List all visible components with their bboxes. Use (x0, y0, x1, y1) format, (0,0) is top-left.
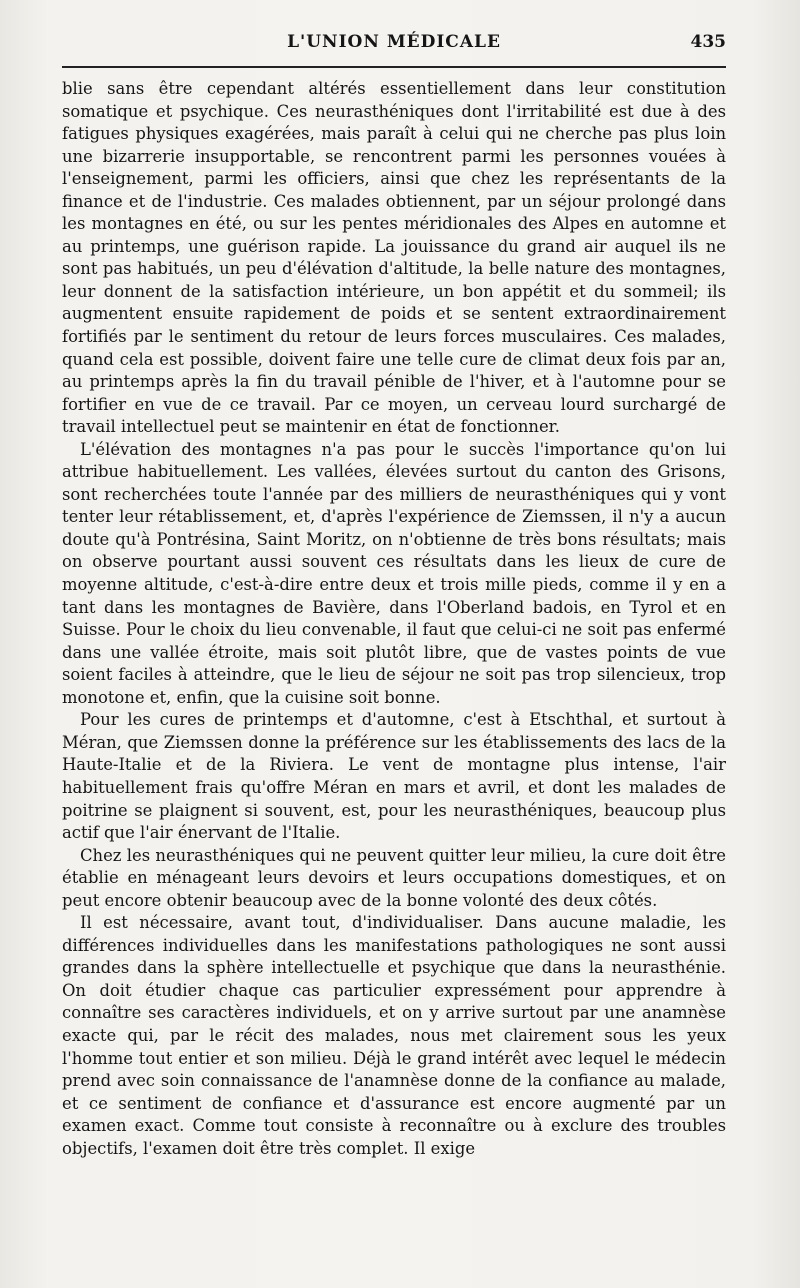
page-number: 435 (690, 32, 726, 52)
paragraph-seasonal-cures: Pour les cures de printemps et d'automne, c'est à Etschthal, et surtout à Méran, que Ziemssen donne la préférence sur les établissements des lacs de la Haute-Italie et de la Riviera. Le vent de montagne plus intense, l'air habituellement frais qu'offre Méran en mars et avril, et dont les malades de poitrine se plaignent si souvent, est, pour les neurasthéniques, beaucoup plus actif que l'air énervant de l'Italie. (62, 710, 726, 843)
paragraph-altitude: L'élévation des montagnes n'a pas pour le succès l'importance qu'on lui attribue habituellement. Les vallées, élevées surtout du canton des Grisons, sont recherchées toute l'année par des milliers de neurasthéniques qui y vont tenter leur rétablissement, et, d'après l'expérience de Ziemssen, il n'y a aucun doute qu'à Pontrésina, Saint Moritz, on n'obtienne de très bons résultats; mais on observe pourtant aussi souvent ces résultats dans les lieux de cure de moyenne altitude, c'est-à-dire entre deux et trois mille pieds, comme il y en a tant dans les montagnes de Bavière, dans l'Oberland badois, en Tyrol et en Suisse. Pour le choix du lieu convenable, il faut que celui-ci ne soit pas enfermé dans une vallée étroite, mais soit plutôt libre, que de vastes points de vue soient faciles à atteindre, que le lieu de séjour ne soit pas trop silencieux, trop monotone et, enfin, que la cuisine soit bonne. (62, 439, 726, 707)
paragraph-continued: blie sans être cependant altérés essentiellement dans leur constitution somatique et psychique. Ces neurasthéniques dont l'irritabilité est due à des fatigues physiques exagérées, mais paraît à celui qui ne cherche pas plus loin une bizarrerie insupportable, se rencontrent parmi les personnes vouées à l'enseignement, parmi les officiers, ainsi que chez les représentants de la finance et de l'industrie. Ces malades obtiennent, par un séjour prolongé dans les montagnes en été, ou sur les pentes méridionales des Alpes en automne et au printemps, une guérison rapide. La jouissance du grand air auquel ils ne sont pas habitués, un peu d'élévation d'altitude, la belle nature des montagnes, leur donnent de la satisfaction intérieure, un bon appétit et du sommeil; ils augmentent ensuite rapidement de poids et se sentent extraordinairement fortifiés par le sentiment du retour de leurs forces musculaires. Ces malades, quand cela est possible, doivent faire une telle cure de climat deux fois par an, au printemps après la fin du travail pénible de l'hiver, et à l'automne pour se fortifier en vue de ce travail. Par ce moyen, un cerveau lourd surchargé de travail intellectuel peut se maintenir en état de fonctionner. (62, 79, 726, 437)
paragraph-individualize: Il est nécessaire, avant tout, d'individualiser. Dans aucune maladie, les différences individuelles dans les manifestations pathologiques ne sont aussi grandes dans la sphère intellectuelle et psychique que dans la neurasthénie. On doit étudier chaque cas particulier expressément pour apprendre à connaître ses caractères individuels, et on y arrive surtout par une anamnèse exacte qui, par le récit des malades, nous met clairement sous les yeux l'homme tout entier et son milieu. Déjà le grand intérêt avec lequel le médecin prend avec soin connaissance de l'anamnèse donne de la confiance au malade, et ce sentiment de confiance et d'assurance est encore augmenté par un examen exact. Comme tout consiste à reconnaître ou à exclure des troubles objectifs, l'examen doit être très complet. Il exige (62, 913, 726, 1158)
body-text (62, 78, 726, 1160)
paragraph-home-cure: Chez les neurasthéniques qui ne peuvent quitter leur milieu, la cure doit être établie en ménageant leurs devoirs et leurs occupations domestiques, et on peut encore obtenir beaucoup avec de la bonne volonté des deux côtés. (62, 845, 726, 910)
header-rule (62, 66, 726, 68)
running-title: L'UNION MÉDICALE (287, 32, 501, 52)
page-header (62, 32, 726, 60)
